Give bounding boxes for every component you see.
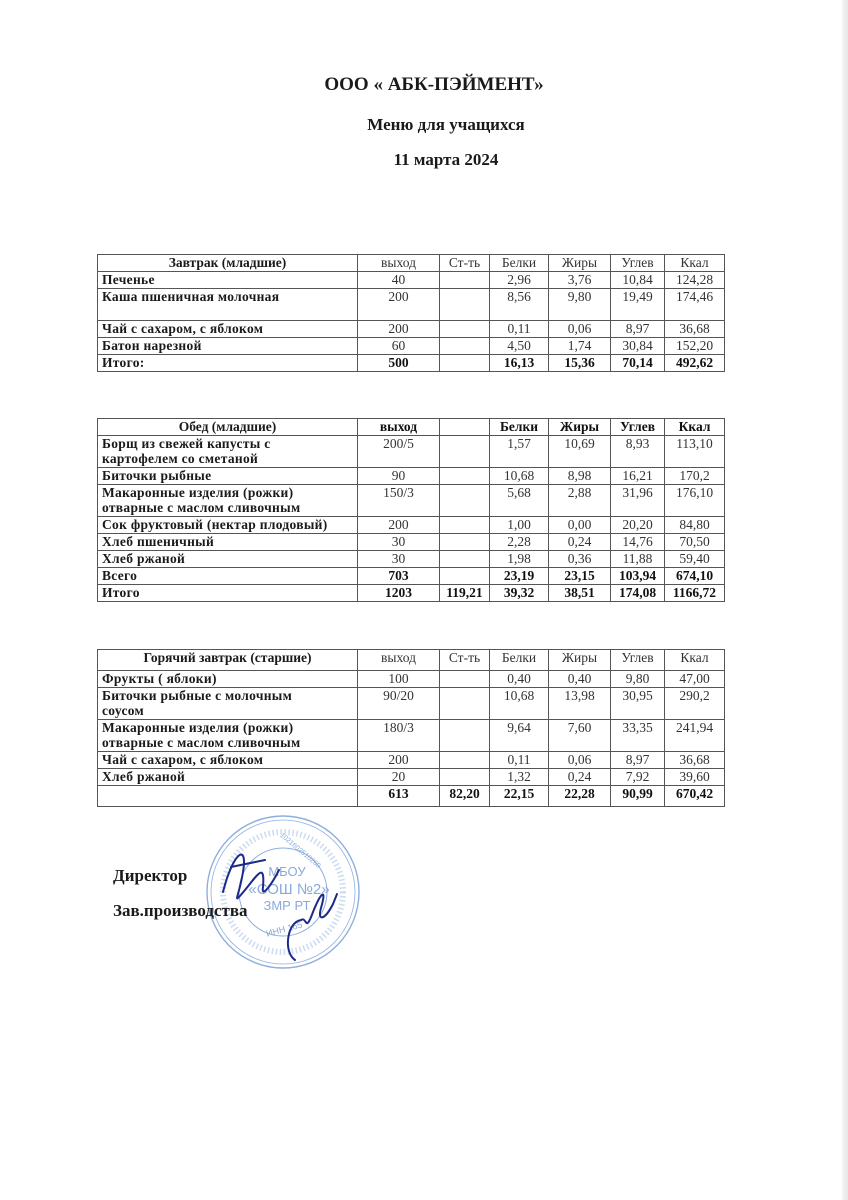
dish-fat: 0,06 — [549, 752, 611, 769]
total-cost: 119,21 — [440, 585, 490, 602]
dish-carbs: 31,96 — [611, 485, 665, 517]
table-row — [98, 752, 725, 769]
dish-name-line2: отварные с маслом сливочным — [102, 735, 301, 750]
dish-name — [98, 436, 358, 468]
table-row — [98, 551, 725, 568]
col-header-cost — [440, 419, 490, 436]
total-fat: 38,51 — [549, 585, 611, 602]
subtotal-row — [98, 568, 725, 585]
dish-cost — [440, 671, 490, 688]
svg-text:ЗМР РТ: ЗМР РТ — [263, 898, 311, 913]
dish-output: 30 — [358, 534, 440, 551]
table-row — [98, 688, 725, 720]
dish-output: 60 — [358, 338, 440, 355]
svg-text:МБОУ: МБОУ — [268, 864, 306, 879]
dish-cost — [440, 752, 490, 769]
hot-breakfast-senior-table — [97, 649, 725, 807]
dish-name-line1: Макаронные изделия (рожки) — [102, 485, 294, 500]
dish-fat: 1,74 — [549, 338, 611, 355]
table-row — [98, 321, 725, 338]
dish-name-line1: Макаронные изделия (рожки) — [102, 720, 294, 735]
table-row — [98, 671, 725, 688]
dish-kcal: 39,60 — [665, 769, 725, 786]
dish-kcal: 170,2 — [665, 468, 725, 485]
total-cost — [440, 355, 490, 372]
col-header-kcal: Ккал — [665, 650, 725, 671]
svg-text:1021602510260: 1021602510260 — [278, 831, 322, 870]
svg-text:«СОШ №2»: «СОШ №2» — [248, 881, 330, 898]
dish-fat: 9,80 — [549, 289, 611, 321]
total-row — [98, 786, 725, 807]
dish-protein: 10,68 — [490, 468, 549, 485]
dish-cost — [440, 769, 490, 786]
total-label: Итого — [98, 585, 358, 602]
dish-carbs: 16,21 — [611, 468, 665, 485]
dish-name — [98, 720, 358, 752]
dish-protein: 1,98 — [490, 551, 549, 568]
col-header-output: выход — [358, 650, 440, 671]
dish-carbs: 11,88 — [611, 551, 665, 568]
dish-carbs: 30,84 — [611, 338, 665, 355]
dish-name: Хлеб ржаной — [98, 551, 358, 568]
dish-cost — [440, 289, 490, 321]
total-cost: 82,20 — [440, 786, 490, 807]
dish-fat: 13,98 — [549, 688, 611, 720]
dish-fat: 0,24 — [549, 534, 611, 551]
col-header-fat: Жиры — [549, 419, 611, 436]
subtotal-output: 703 — [358, 568, 440, 585]
dish-kcal: 70,50 — [665, 534, 725, 551]
dish-fat: 3,76 — [549, 272, 611, 289]
col-header-fat: Жиры — [549, 255, 611, 272]
dish-protein: 0,11 — [490, 321, 549, 338]
total-row — [98, 585, 725, 602]
svg-text:ИНН 165: ИНН 165 — [265, 919, 304, 939]
total-carbs: 90,99 — [611, 786, 665, 807]
table-row — [98, 720, 725, 752]
dish-protein: 1,00 — [490, 517, 549, 534]
col-header-fat: Жиры — [549, 650, 611, 671]
dish-protein: 2,28 — [490, 534, 549, 551]
dish-carbs: 30,95 — [611, 688, 665, 720]
lunch-junior-table — [97, 418, 725, 602]
dish-protein: 1,57 — [490, 436, 549, 468]
dish-kcal: 241,94 — [665, 720, 725, 752]
dish-kcal: 84,80 — [665, 517, 725, 534]
dish-carbs: 9,80 — [611, 671, 665, 688]
total-output: 1203 — [358, 585, 440, 602]
official-stamp-icon — [203, 812, 363, 972]
document-date: 11 марта 2024 — [393, 150, 499, 169]
dish-cost — [440, 517, 490, 534]
dish-output: 200 — [358, 517, 440, 534]
total-protein: 16,13 — [490, 355, 549, 372]
table-row — [98, 485, 725, 517]
dish-name — [98, 485, 358, 517]
dish-kcal: 113,10 — [665, 436, 725, 468]
dish-name: Фрукты ( яблоки) — [98, 671, 358, 688]
dish-protein: 5,68 — [490, 485, 549, 517]
dish-fat: 0,00 — [549, 517, 611, 534]
total-label — [98, 786, 358, 807]
dish-output: 90/20 — [358, 688, 440, 720]
dish-cost — [440, 338, 490, 355]
dish-carbs: 33,35 — [611, 720, 665, 752]
dish-fat: 7,60 — [549, 720, 611, 752]
production-head-signature-label: Зав.производства — [113, 901, 248, 920]
dish-name-line2: картофелем со сметаной — [102, 451, 259, 466]
total-kcal: 670,42 — [665, 786, 725, 807]
dish-output: 200/5 — [358, 436, 440, 468]
dish-kcal: 290,2 — [665, 688, 725, 720]
dish-fat: 0,36 — [549, 551, 611, 568]
dish-protein: 2,96 — [490, 272, 549, 289]
dish-name: Чай с сахаром, с яблоком — [98, 321, 358, 338]
dish-fat: 0,06 — [549, 321, 611, 338]
dish-output: 100 — [358, 671, 440, 688]
subtotal-protein: 23,19 — [490, 568, 549, 585]
table-header-row — [98, 419, 725, 436]
dish-kcal: 47,00 — [665, 671, 725, 688]
total-output: 500 — [358, 355, 440, 372]
dish-protein: 4,50 — [490, 338, 549, 355]
subtotal-fat: 23,15 — [549, 568, 611, 585]
director-signature-label: Директор — [113, 866, 188, 885]
table-row — [98, 272, 725, 289]
dish-name-line2: отварные с маслом сливочным — [102, 500, 301, 515]
total-output: 613 — [358, 786, 440, 807]
dish-name: Каша пшеничная молочная — [98, 289, 358, 321]
col-header-kcal: Ккал — [665, 255, 725, 272]
dish-name: Хлеб пшеничный — [98, 534, 358, 551]
total-protein: 22,15 — [490, 786, 549, 807]
document-subtitle: Меню для учащихся — [367, 115, 525, 134]
total-row — [98, 355, 725, 372]
dish-name-line1: Борщ из свежей капусты с — [102, 436, 271, 451]
dish-cost — [440, 534, 490, 551]
dish-output: 90 — [358, 468, 440, 485]
dish-fat: 0,40 — [549, 671, 611, 688]
dish-kcal: 124,28 — [665, 272, 725, 289]
table-row — [98, 534, 725, 551]
scan-page-edge — [842, 0, 848, 1200]
dish-name-line2: соусом — [102, 703, 145, 718]
total-carbs: 174,08 — [611, 585, 665, 602]
dish-fat: 8,98 — [549, 468, 611, 485]
col-header-cost: Ст-ть — [440, 650, 490, 671]
breakfast-junior-table — [97, 254, 725, 372]
dish-cost — [440, 551, 490, 568]
dish-name-line1: Биточки рыбные с молочным — [102, 688, 293, 703]
table-row — [98, 769, 725, 786]
col-header-protein: Белки — [490, 255, 549, 272]
dish-output: 200 — [358, 752, 440, 769]
total-fat: 22,28 — [549, 786, 611, 807]
dish-name: Биточки рыбные — [98, 468, 358, 485]
dish-output: 40 — [358, 272, 440, 289]
dish-kcal: 152,20 — [665, 338, 725, 355]
total-kcal: 1166,72 — [665, 585, 725, 602]
table-title: Горячий завтрак (старшие) — [98, 650, 358, 671]
table-row — [98, 338, 725, 355]
dish-carbs: 20,20 — [611, 517, 665, 534]
dish-name: Сок фруктовый (нектар плодовый) — [98, 517, 358, 534]
dish-protein: 8,56 — [490, 289, 549, 321]
dish-kcal: 174,46 — [665, 289, 725, 321]
dish-output: 180/3 — [358, 720, 440, 752]
dish-cost — [440, 468, 490, 485]
subtotal-kcal: 674,10 — [665, 568, 725, 585]
dish-name: Чай с сахаром, с яблоком — [98, 752, 358, 769]
col-header-carbs: Углев — [611, 419, 665, 436]
table-row — [98, 468, 725, 485]
subtotal-label: Всего — [98, 568, 358, 585]
dish-name: Печенье — [98, 272, 358, 289]
table-row — [98, 436, 725, 468]
dish-carbs: 8,97 — [611, 752, 665, 769]
dish-cost — [440, 436, 490, 468]
dish-cost — [440, 688, 490, 720]
subtotal-cost — [440, 568, 490, 585]
table-header-row — [98, 255, 725, 272]
table-row — [98, 289, 725, 321]
table-title: Обед (младшие) — [98, 419, 358, 436]
dish-cost — [440, 720, 490, 752]
dish-kcal: 176,10 — [665, 485, 725, 517]
col-header-carbs: Углев — [611, 255, 665, 272]
dish-kcal: 36,68 — [665, 321, 725, 338]
dish-protein: 0,11 — [490, 752, 549, 769]
col-header-output: выход — [358, 419, 440, 436]
dish-carbs: 7,92 — [611, 769, 665, 786]
dish-fat: 2,88 — [549, 485, 611, 517]
table-title: Завтрак (младшие) — [98, 255, 358, 272]
dish-output: 200 — [358, 321, 440, 338]
dish-protein: 1,32 — [490, 769, 549, 786]
total-fat: 15,36 — [549, 355, 611, 372]
col-header-protein: Белки — [490, 419, 549, 436]
col-header-carbs: Углев — [611, 650, 665, 671]
dish-cost — [440, 321, 490, 338]
col-header-output: выход — [358, 255, 440, 272]
dish-name: Хлеб ржаной — [98, 769, 358, 786]
total-protein: 39,32 — [490, 585, 549, 602]
table-header-row — [98, 650, 725, 671]
dish-carbs: 19,49 — [611, 289, 665, 321]
col-header-protein: Белки — [490, 650, 549, 671]
dish-carbs: 8,93 — [611, 436, 665, 468]
dish-carbs: 8,97 — [611, 321, 665, 338]
dish-protein: 0,40 — [490, 671, 549, 688]
dish-carbs: 14,76 — [611, 534, 665, 551]
subtotal-carbs: 103,94 — [611, 568, 665, 585]
dish-fat: 0,24 — [549, 769, 611, 786]
dish-cost — [440, 272, 490, 289]
col-header-cost: Ст-ть — [440, 255, 490, 272]
dish-output: 30 — [358, 551, 440, 568]
dish-protein: 9,64 — [490, 720, 549, 752]
dish-name: Батон нарезной — [98, 338, 358, 355]
dish-kcal: 36,68 — [665, 752, 725, 769]
total-kcal: 492,62 — [665, 355, 725, 372]
table-row — [98, 517, 725, 534]
total-carbs: 70,14 — [611, 355, 665, 372]
dish-protein: 10,68 — [490, 688, 549, 720]
dish-cost — [440, 485, 490, 517]
dish-output: 200 — [358, 289, 440, 321]
dish-name — [98, 688, 358, 720]
dish-kcal: 59,40 — [665, 551, 725, 568]
dish-carbs: 10,84 — [611, 272, 665, 289]
dish-output: 150/3 — [358, 485, 440, 517]
total-label: Итого: — [98, 355, 358, 372]
dish-output: 20 — [358, 769, 440, 786]
dish-fat: 10,69 — [549, 436, 611, 468]
col-header-kcal: Ккал — [665, 419, 725, 436]
organization-title: ООО « АБК-ПЭЙМЕНТ» — [324, 74, 544, 95]
